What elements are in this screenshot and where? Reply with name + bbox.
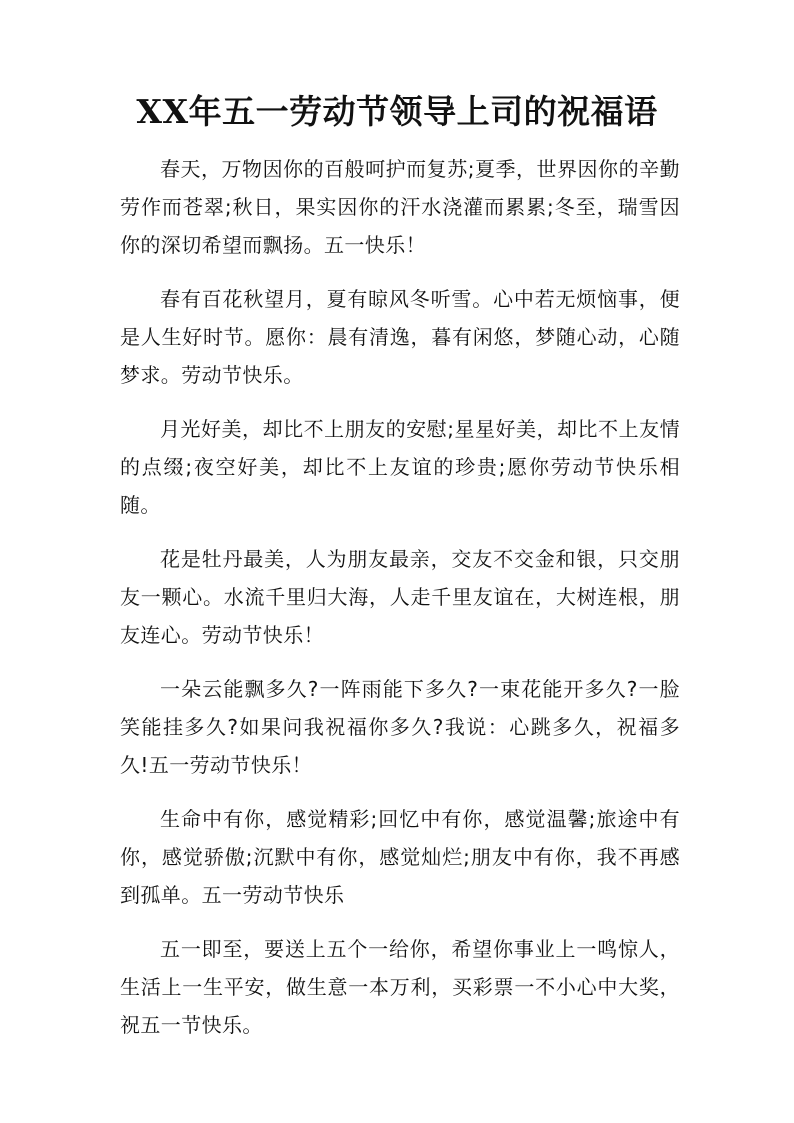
paragraph-4: 花是牡丹最美，人为朋友最亲，交友不交金和银，只交朋友一颗心。水流千里归大海，人走千里友谊在，大树连根，朋友连心。劳动节快乐！ [120, 547, 680, 647]
paragraph-7: 五一即至，要送上五个一给你，希望你事业上一鸣惊人，生活上一生平安，做生意一本万利，买彩票一不小心中大奖，祝五一节快乐。 [120, 937, 680, 1037]
paragraph-5: 一朵云能飘多久?一阵雨能下多久?一束花能开多久?一脸笑能挂多久?如果问我祝福你多久?我说：心跳多久，祝福多久!五一劳动节快乐！ [120, 677, 680, 777]
document-body [120, 150, 680, 1060]
paragraph-2: 春有百花秋望月，夏有晾风冬听雪。心中若无烦恼事，便是人生好时节。愿你：晨有清逸，暮有闲悠，梦随心动，心随梦求。劳动节快乐。 [120, 287, 680, 387]
paragraph-1: 春天，万物因你的百般呵护而复苏;夏季，世界因你的辛勤劳作而苍翠;秋日，果实因你的汗水浇灌而累累;冬至，瑞雪因你的深切希望而飘扬。五一快乐！ [120, 157, 680, 257]
document-title: XX年五一劳动节领导上司的祝福语 [136, 92, 658, 131]
paragraph-3: 月光好美，却比不上朋友的安慰;星星好美，却比不上友情的点缀;夜空好美，却比不上友谊的珍贵;愿你劳动节快乐相随。 [120, 417, 680, 517]
paragraph-6: 生命中有你，感觉精彩;回忆中有你，感觉温馨;旅途中有你，感觉骄傲;沉默中有你，感觉灿烂;朋友中有你，我不再感到孤单。五一劳动节快乐 [120, 807, 680, 907]
